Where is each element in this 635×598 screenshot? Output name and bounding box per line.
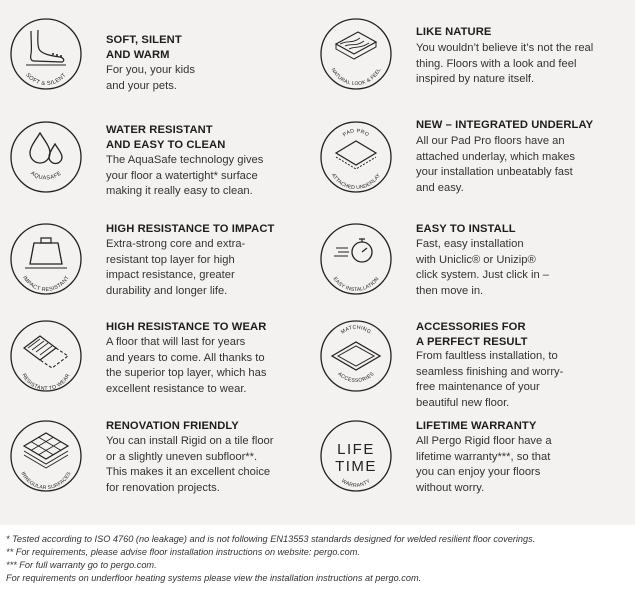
feature-desc-accessories: From faultless installation, to seamless finishing and worry- free maintenance of your beautiful new floor. (416, 350, 564, 409)
svg-text:LIFE: LIFE (337, 441, 375, 458)
footnote-warranty: *** For full warranty go to pergo.com. (6, 560, 157, 570)
footnote-requirements: ** For requirements, please advise floor installation instructions on website: pergo.com. (6, 547, 360, 557)
feature-title-underlay: NEW – INTEGRATED UNDERLAY (416, 119, 594, 131)
foot-icon (8, 16, 84, 92)
svg-text:PAD PRO: PAD PRO (341, 128, 371, 139)
footnote-watertight: * Tested according to ISO 4760 (no leakage) and is not following EN13553 standards designed for welded resilient floor coverings. (6, 534, 536, 544)
feature-desc-impact: Extra-strong core and extra- resistant top layer for high impact resistance, greater durability and longer life. (106, 238, 246, 297)
impact-resistant-badge (8, 221, 84, 297)
svg-text:NATURAL LOOK & FEEL: NATURAL LOOK & FEEL (329, 67, 383, 88)
easy-installation-badge (318, 221, 394, 297)
feature-desc-wear: A floor that will last for years and years to come. All thanks to the superior top layer, which has excellent resistance to wear. (106, 336, 267, 395)
footnote-underfloor-heating: For requirements on underfloor heating systems please view the installation instructions at pergo.com. (6, 573, 422, 583)
feature-title-soft-silent: SOFT, SILENT AND WARM (106, 34, 182, 61)
wood-grain-icon (318, 16, 394, 92)
svg-text:ACCESSORIES: ACCESSORIES (336, 371, 376, 385)
feature-title-easy-install: EASY TO INSTALL (416, 223, 516, 235)
lifetime-warranty-badge (318, 418, 394, 494)
resistant-to-wear-badge (8, 318, 84, 394)
aquasafe-badge (8, 119, 84, 195)
svg-text:IRREGULAR SURFACES: IRREGULAR SURFACES (19, 470, 73, 492)
natural-look-badge (318, 16, 394, 92)
feature-title-lifetime-warranty: LIFETIME WARRANTY (416, 420, 537, 432)
feature-desc-underlay: All our Pad Pro floors have an attached underlay, which makes your installation unbeatably fast and easy. (416, 135, 575, 194)
accessories-frame-icon (318, 318, 394, 394)
svg-text:SOFT & SILENT: SOFT & SILENT (24, 72, 68, 88)
feature-desc-water-resistant: The AquaSafe technology gives your floor a watertight* surface making it really easy to clean. (106, 154, 264, 197)
svg-text:ATTACHED UNDERLAY: ATTACHED UNDERLAY (329, 172, 383, 192)
feature-title-water-resistant: WATER RESISTANT AND EASY TO CLEAN (106, 124, 226, 151)
feature-desc-renovation: You can install Rigid on a tile floor or a slightly uneven subfloor**. This makes it an excellent choice for renovation projects. (106, 435, 274, 494)
feature-desc-easy-install: Fast, easy installation with Uniclic® or Unizip® click system. Just click in – then move in. (416, 238, 550, 297)
feature-title-wear: HIGH RESISTANCE TO WEAR (106, 321, 267, 333)
feature-title-impact: HIGH RESISTANCE TO IMPACT (106, 223, 275, 235)
svg-text:MATCHING: MATCHING (340, 324, 373, 336)
feature-desc-like-nature: You wouldn’t believe it’s not the real thing. Floors with a look and feel inspired by nature itself. (416, 42, 594, 85)
svg-text:RESISTANT TO WEAR: RESISTANT TO WEAR (20, 372, 72, 393)
water-drops-icon (8, 119, 84, 195)
feature-desc-soft-silent: For you, your kids and your pets. (106, 64, 195, 92)
matching-accessories-badge (318, 318, 394, 394)
feature-title-accessories: ACCESSORIES FOR A PERFECT RESULT (416, 321, 528, 348)
svg-text:AQUASAFE: AQUASAFE (29, 170, 63, 182)
tile-grid-icon (8, 418, 84, 494)
pad-pro-badge (318, 119, 394, 195)
irregular-surfaces-badge (8, 418, 84, 494)
feature-desc-lifetime-warranty: All Pergo Rigid floor have a lifetime warranty***, so that you can enjoy your floors without worry. (416, 435, 552, 494)
soft-silent-badge (8, 16, 84, 92)
feature-title-renovation: RENOVATION FRIENDLY (106, 420, 239, 432)
svg-text:WARRANTY: WARRANTY (340, 478, 372, 489)
lifetime-text-icon (318, 418, 394, 494)
svg-text:IMPACT RESISTANT: IMPACT RESISTANT (21, 274, 71, 294)
svg-text:EASY INSTALLATION: EASY INSTALLATION (331, 276, 381, 294)
weight-icon (8, 221, 84, 297)
wear-layer-icon (8, 318, 84, 394)
stopwatch-icon (318, 221, 394, 297)
underlay-icon (318, 119, 394, 195)
svg-text:TIME: TIME (335, 458, 377, 475)
feature-title-like-nature: LIKE NATURE (416, 26, 492, 38)
